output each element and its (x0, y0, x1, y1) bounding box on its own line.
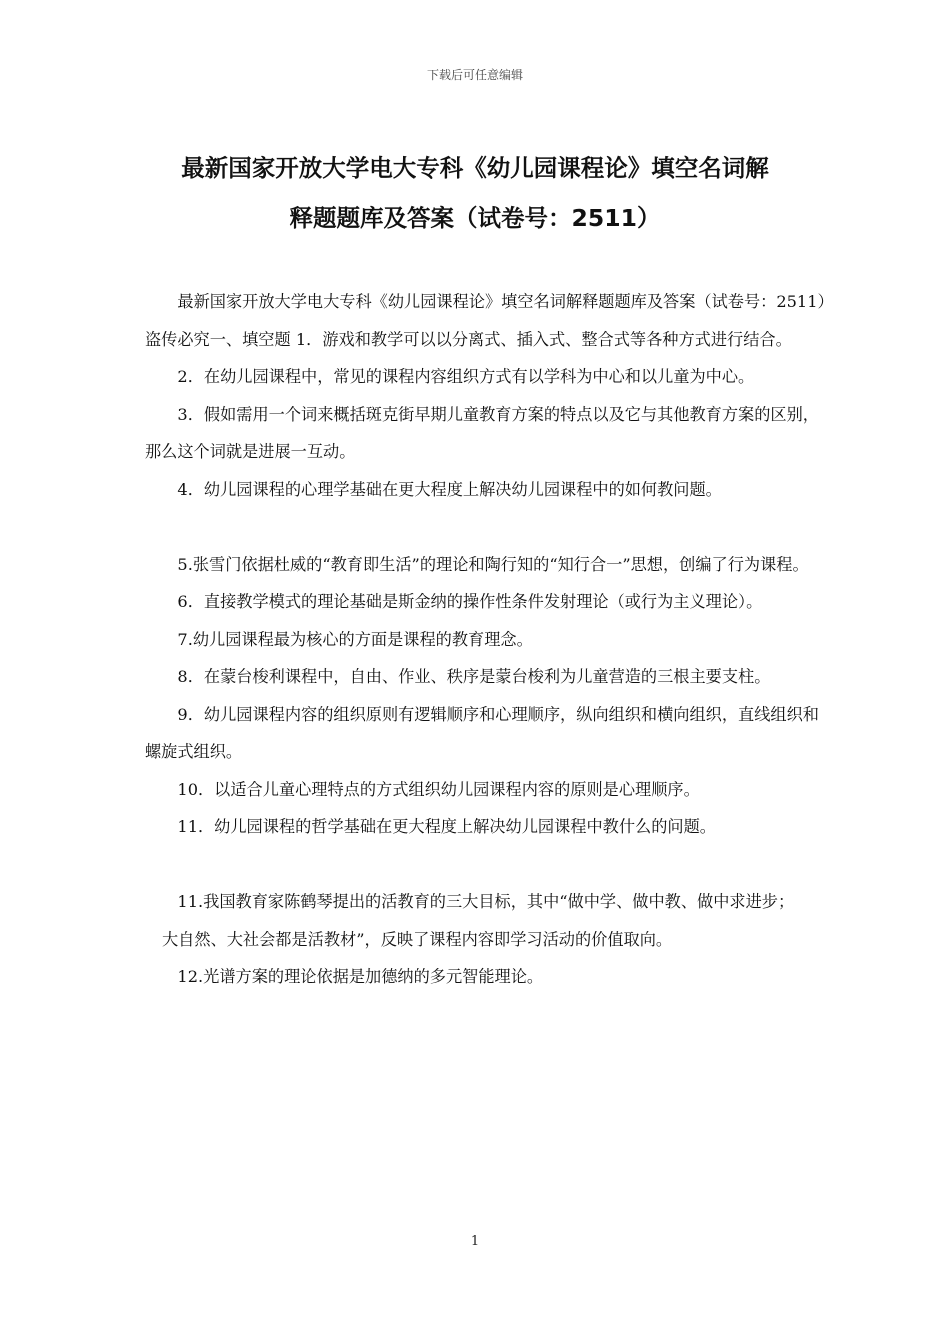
paragraph-8: 8．在蒙台梭利课程中，自由、作业、秩序是蒙台梭利为儿童营造的三根主要支柱。 (177, 667, 771, 686)
paragraph-5: 5.张雪门依据杜威的“教育即生活”的理论和陶行知的“知行合一”思想，创编了行为课程。 (177, 554, 809, 574)
document-title-line-1: 最新国家开放大学电大专科《幼儿园课程论》填空名词解 (181, 154, 769, 182)
paragraph-11: 11．幼儿园课程的哲学基础在更大程度上解决幼儿园课程中教什么的问题。 (177, 817, 716, 836)
paragraph-11b: 11.我国教育家陈鹤琴提出的活教育的三大目标，其中“做中学、做中教、做中求进步； (177, 892, 795, 911)
paragraph-gap (145, 508, 835, 546)
paragraph-10: 10．以适合儿童心理特点的方式组织幼儿园课程内容的原则是心理顺序。 (177, 779, 700, 799)
paragraph-7: 7.幼儿园课程最为核心的方面是课程的教育理念。 (177, 629, 533, 649)
paragraph-11b-continued: 大自然、大社会都是活教材”，反映了课程内容即学习活动的价值取向。 (162, 929, 673, 949)
header-note: 下载后可任意编辑 (426, 68, 523, 82)
paragraph-6: 6．直接教学模式的理论基础是斯金纳的操作性条件发射理论（或行为主义理论）。 (177, 592, 763, 611)
page-number: 1 (470, 1234, 480, 1249)
paragraph-intro: 最新国家开放大学电大专科《幼儿园课程论》填空名词解释题题库及答案（试卷号：2511）盗传必究一、填空题 1．游戏和教学可以以分离式、插入式、整合式等各种方式进行结合。 (145, 292, 834, 349)
paragraph-9: 9．幼儿园课程内容的组织原则有逻辑顺序和心理顺序，纵向组织和横向组织，直线组织和螺旋式组织。 (145, 704, 819, 761)
paragraph-2: 2．在幼儿园课程中，常见的课程内容组织方式有以学科为中心和以儿童为中心。 (177, 367, 755, 386)
paragraph-3: 3．假如需用一个词来概括斑克街早期儿童教育方案的特点以及它与其他教育方案的区别，那么这个词就是进展一互动。 (145, 404, 819, 461)
paragraph-gap (145, 846, 835, 884)
paragraph-12: 12.光谱方案的理论依据是加德纳的多元智能理论。 (177, 967, 544, 986)
paragraph-4: 4．幼儿园课程的心理学基础在更大程度上解决幼儿园课程中的如何教问题。 (177, 479, 722, 499)
document-body (145, 283, 835, 996)
document-title-line-2: 释题题库及答案（试卷号：2511） (289, 204, 661, 232)
